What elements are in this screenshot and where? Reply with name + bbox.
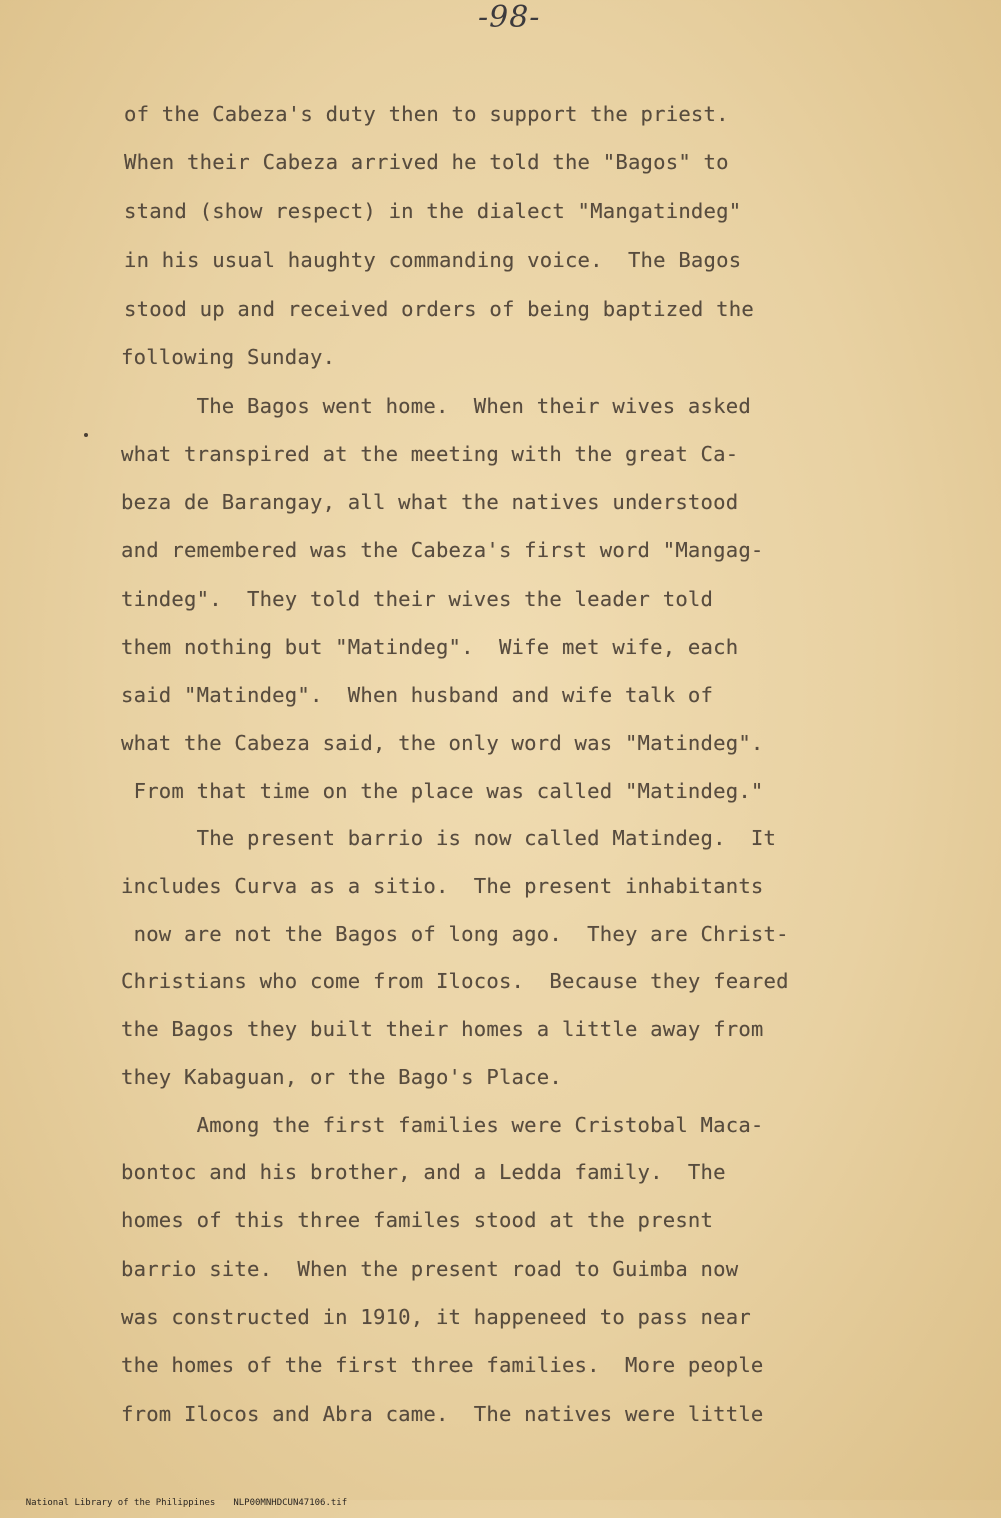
page-number: -98- xyxy=(478,0,541,35)
text-line: what transpired at the meeting with the great Ca- xyxy=(121,442,739,466)
text-line: from Ilocos and Abra came. The natives were little xyxy=(121,1402,764,1426)
text-line: When their Cabeza arrived he told the "Bagos" to xyxy=(124,150,729,174)
text-line: them nothing but "Matindeg". Wife met wife, each xyxy=(121,635,739,659)
text-line: said "Matindeg". When husband and wife talk of xyxy=(121,683,714,707)
text-line: following Sunday. xyxy=(121,345,336,369)
text-line: of the Cabeza's duty then to support the priest. xyxy=(124,102,729,126)
text-line: The Bagos went home. When their wives asked xyxy=(121,394,751,418)
text-line: stood up and received orders of being baptized the xyxy=(124,297,754,321)
text-line: homes of this three familes stood at the presnt xyxy=(121,1208,714,1232)
scan-footer xyxy=(4,1488,365,1518)
text-line: Christians who come from Ilocos. Because they feared xyxy=(121,969,789,993)
text-line: was constructed in 1910, it happeneed to pass near xyxy=(121,1305,751,1329)
text-line: The present barrio is now called Matindeg. It xyxy=(121,826,777,850)
text-line: barrio site. When the present road to Guimba now xyxy=(121,1257,739,1281)
text-line: the homes of the first three families. More people xyxy=(121,1353,764,1377)
stray-ink-mark xyxy=(84,433,88,437)
text-line: From that time on the place was called "Matindeg." xyxy=(121,779,764,803)
text-line: what the Cabeza said, the only word was "Matindeg". xyxy=(121,731,764,755)
text-line: in his usual haughty commanding voice. The Bagos xyxy=(124,248,742,272)
footer-filename: NLP00MNHDCUN47106.tif xyxy=(233,1498,348,1508)
text-line: they Kabaguan, or the Bago's Place. xyxy=(121,1065,562,1089)
text-line: bontoc and his brother, and a Ledda family. The xyxy=(121,1160,726,1184)
text-line: Among the first families were Cristobal Maca- xyxy=(121,1113,764,1137)
text-line: the Bagos they built their homes a little away from xyxy=(121,1017,764,1041)
text-line: includes Curva as a sitio. The present inhabitants xyxy=(121,874,764,898)
text-line: tindeg". They told their wives the leader told xyxy=(121,587,714,611)
text-line: beza de Barangay, all what the natives understood xyxy=(121,490,739,514)
footer-library: National Library of the Philippines xyxy=(25,1498,216,1508)
text-line: now are not the Bagos of long ago. They are Christ- xyxy=(121,922,789,946)
text-line: stand (show respect) in the dialect "Mangatindeg" xyxy=(124,199,742,223)
text-line: and remembered was the Cabeza's first word "Mangag- xyxy=(121,538,764,562)
